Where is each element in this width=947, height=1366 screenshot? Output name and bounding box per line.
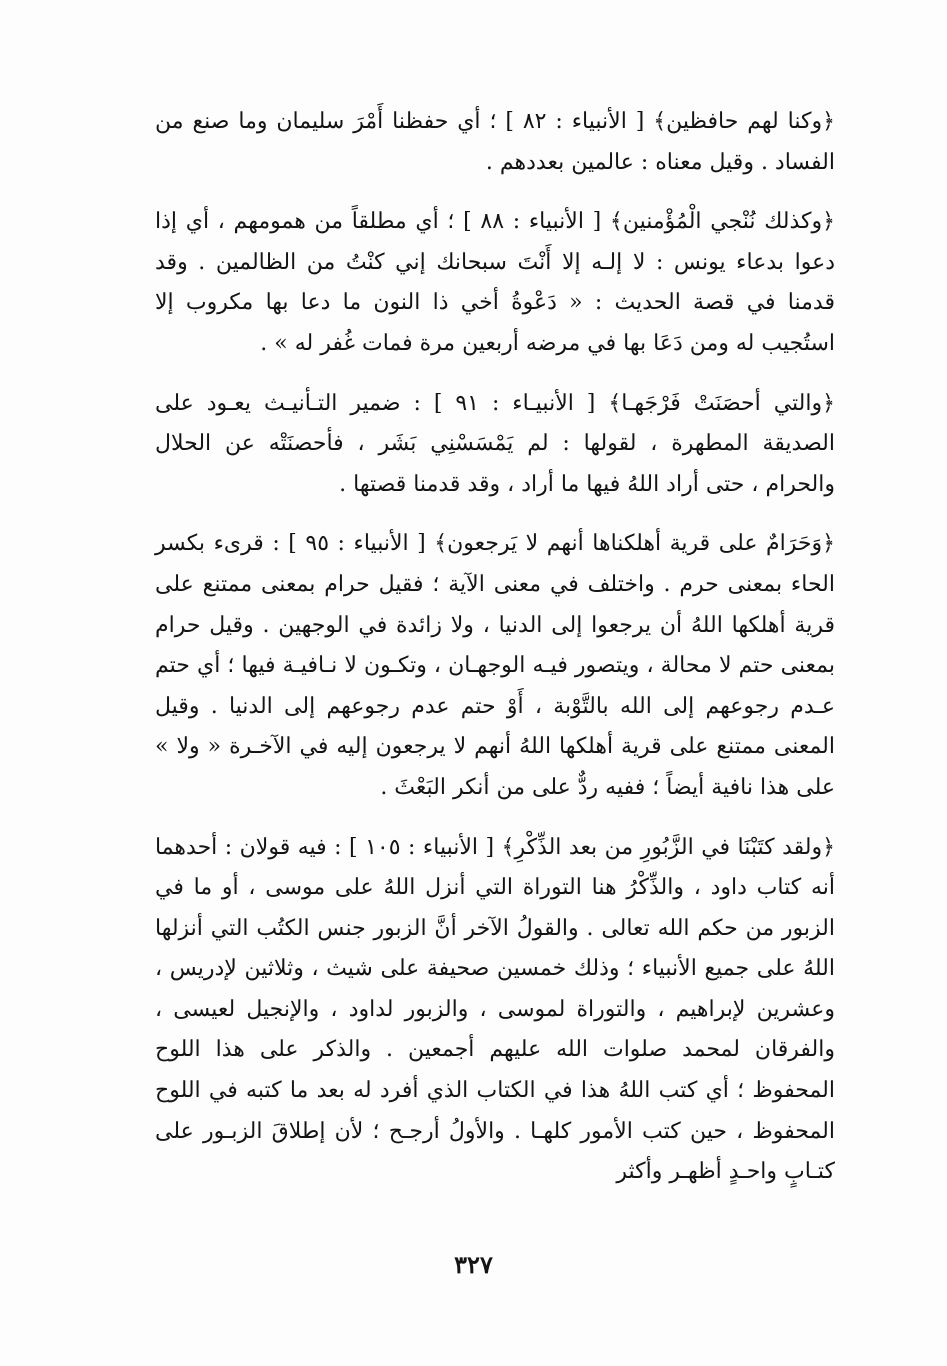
paragraph-verse-88: ﴿وكذلك نُنْجي الْمُؤْمنين﴾ [ الأنبياء : ٨٨ ] ؛ أي مطلقاً من همومهم ، أي إذا دعوا بدعاء يونس : لا إلـه إلا أَنْتَ سبحانك إني كنْتُ من الظالمين . وقد قدمنا في قصة الحديث : « دَعْوةُ أخي ذا النون ما دعا بها مكروب إلا استُجيب له ومن دَعَا بها في مرضه أربعين مرة فمات غُفر له » .	[155, 209, 836, 356]
paragraph-verse-82: ﴿وكنا لهم حافظين﴾ [ الأنبياء : ٨٢ ] ؛ أي حفظنا أَمْرَ سليمان وما صنع من الفساد . وقيل معناه : عالمين بعددهم .	[155, 109, 835, 175]
page-body	[155, 102, 835, 1212]
paragraph-verse-95: ﴿وَحَرَامٌ على قرية أهلكناها أنهم لا يَرجعون﴾ [ الأنبياء : ٩٥ ] : قرىء بكسر الحاء بمعنى حرم . واختلف في معنى الآية ؛ فقيل حرام بمعنى ممتنع على قرية أهلكها اللهُ أن يرجعوا إلى الدنيا ، ولا زائدة في الوجهين . وقيل حرام بمعنى حتم لا محالة ، ويتصور فيـه الوجهـان ، وتكـون لا نـافيـة فيها ؛ أي حتم عـدم رجوعهم إلى الله بالتَّوْبة ، أَوْ حتم عدم رجوعهم إلى الدنيا . وقيل المعنى ممتنع على قرية أهلكها اللهُ أنهم لا يرجعون إليه في الآخـرة « ولا » على هذا نافية أيضاً ؛ ففيه ردٌّ على من أنكر البَعْثَ .	[155, 531, 836, 800]
paragraph-verse-105: ﴿ولقد كتَبْنَا في الزَّبُورِ من بعد الذِّكْرِ﴾ [ الأنبياء : ١٠٥ ] : فيه قولان : أحدهما أنه كتاب داود ، والذِّكْرُ هنا التوراة التي أنزل اللهُ على موسى ، أو ما في الزبور من حكم الله تعالى . والقولُ الآخر أنَّ الزبور جنس الكتُب التي أنزلها اللهُ على جميع الأنبياء ؛ وذلك خمسين صحيفة على شيث ، وثلاثين لإدريس ، وعشرين لإبراهيم ، والتوراة لموسى ، والزبور لداود ، والإنجيل لعيسى ، والفرقان لمحمد صلوات الله عليهم أجمعين . والذكر على هذا اللوح المحفوظ ؛ أي كتب اللهُ هذا في الكتاب الذي أفرد له بعد ما كتبه في اللوح المحفوظ ، حين كتب الأمور كلهـا . والأولُ أرجـح ؛ لأن إطلاقَ الزبـور على كتـابٍ واحـدٍ أظهـر وأكثر	[155, 834, 836, 1185]
paragraph-verse-91: ﴿والتي أحصَنَتْ فَرْجَهـا﴾ [ الأنبيـاء : ٩١ ] : ضمير التـأنيـث يعـود على الصديقة المطهرة ، لقولها : لم يَمْسَسْنِي بَشَر ، فأحصنَتْه عن الحلال والحرام ، حتى أراد اللهُ فيها ما أراد ، وقد قدمنا قصتها .	[155, 390, 835, 497]
page-number: ٣٢٧	[454, 1250, 493, 1279]
